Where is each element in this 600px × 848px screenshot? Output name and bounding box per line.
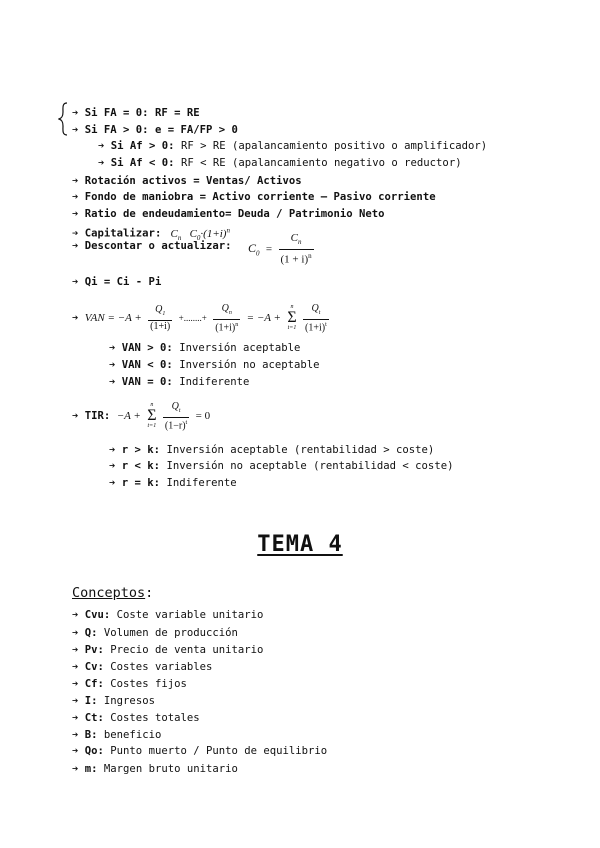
tir-case-line: ➔ r > k: Inversión aceptable (rentabilidad > coste)	[109, 444, 435, 456]
arrow-icon: ➔	[72, 107, 79, 119]
ratio-line: ➔ Rotación activos = Ventas/ Activos	[72, 175, 302, 187]
brace-symbol	[58, 102, 68, 136]
arrow-icon: ➔	[72, 729, 79, 741]
qi-line: ➔ Qi = Ci - Pi	[72, 276, 162, 288]
arrow-icon: ➔	[72, 227, 79, 240]
arrow-icon: ➔	[72, 644, 79, 656]
ratio-line: ➔ Ratio de endeudamiento= Deuda / Patrimonio Neto	[72, 208, 385, 220]
concepto-item: ➔ Ct: Costes totales	[72, 712, 200, 724]
arrow-icon: ➔	[72, 240, 79, 252]
van-case-line: ➔ VAN > 0: Inversión aceptable	[109, 342, 301, 354]
af-case-line: ➔ Si Af > 0: RF > RE (apalancamiento positivo o amplificador)	[98, 140, 488, 152]
arrow-icon: ➔	[72, 410, 79, 423]
arrow-icon: ➔	[72, 712, 79, 724]
arrow-icon: ➔	[72, 175, 79, 187]
arrow-icon: ➔	[72, 678, 79, 690]
section-title: TEMA 4	[257, 532, 343, 557]
arrow-icon: ➔	[109, 460, 116, 472]
van-case-line: ➔ VAN < 0: Inversión no aceptable	[109, 359, 320, 371]
arrow-icon: ➔	[72, 609, 79, 621]
arrow-icon: ➔	[72, 191, 79, 203]
tir-case-line: ➔ r < k: Inversión no aceptable (rentabilidad < coste)	[109, 460, 454, 472]
arrow-icon: ➔	[72, 695, 79, 707]
concepto-item: ➔ Cf: Costes fijos	[72, 678, 187, 690]
apalancamiento-line: ➔ Si FA = 0: RF = RE	[72, 107, 200, 119]
apalancamiento-line: ➔ Si FA > 0: e = FA/FP > 0	[72, 124, 238, 136]
arrow-icon: ➔	[72, 124, 79, 136]
arrow-icon: ➔	[72, 208, 79, 220]
arrow-icon: ➔	[98, 157, 105, 169]
concepto-item: ➔ I: Ingresos	[72, 695, 155, 707]
descontar-line: ➔ Descontar o actualizar:	[72, 240, 232, 252]
concepto-item: ➔ B: beneficio	[72, 729, 162, 741]
van-formula: ➔ VAN = −A + $\frac{Q_1}{(1+i)}$ +........+ $\frac{Q_n}{(1+i)^n}$ = −A + n Σ t=1 $\frac{Q_t}{(1+i)^t}$	[72, 303, 327, 334]
conceptos-heading: Conceptos:	[72, 585, 154, 601]
arrow-icon: ➔	[72, 661, 79, 673]
arrow-icon: ➔	[72, 745, 79, 757]
capitalizar-formula: $C_n$ $C_0\cdot(1+i)^n$	[170, 226, 230, 242]
arrow-icon: ➔	[109, 477, 116, 489]
concepto-item: ➔ Q: Volumen de producción	[72, 627, 238, 639]
concepto-item: ➔ Qo: Punto muerto / Punto de equilibrio	[72, 745, 328, 757]
af-case-line: ➔ Si Af < 0: RF < RE (apalancamiento negativo o reductor)	[98, 157, 462, 169]
arrow-icon: ➔	[98, 140, 105, 152]
arrow-icon: ➔	[109, 342, 116, 354]
arrow-icon: ➔	[72, 276, 79, 288]
concepto-item: ➔ Cvu: Coste variable unitario	[72, 609, 264, 621]
descontar-formula: $C_0$ = $\frac{C_n}{(1 + i)^n}$	[248, 232, 312, 266]
arrow-icon: ➔	[72, 627, 79, 639]
tir-formula: ➔ TIR: −A + n Σ t=1 $\frac{Q_t}{(1-r)^t}$ = 0	[72, 401, 211, 432]
capitalizar-line: ➔ Capitalizar: $C_n$ $C_0\cdot(1+i)^n$	[72, 226, 230, 242]
arrow-icon: ➔	[72, 312, 79, 325]
concepto-item: ➔ Pv: Precio de venta unitario	[72, 644, 264, 656]
van-case-line: ➔ VAN = 0: Indiferente	[109, 376, 250, 388]
arrow-icon: ➔	[72, 763, 79, 775]
concepto-item: ➔ Cv: Costes variables	[72, 661, 213, 673]
concepto-item: ➔ m: Margen bruto unitario	[72, 763, 238, 775]
arrow-icon: ➔	[109, 444, 116, 456]
ratio-line: ➔ Fondo de maniobra = Activo corriente – Pasivo corriente	[72, 191, 436, 203]
arrow-icon: ➔	[109, 359, 116, 371]
tir-case-line: ➔ r = k: Indiferente	[109, 477, 237, 489]
arrow-icon: ➔	[109, 376, 116, 388]
